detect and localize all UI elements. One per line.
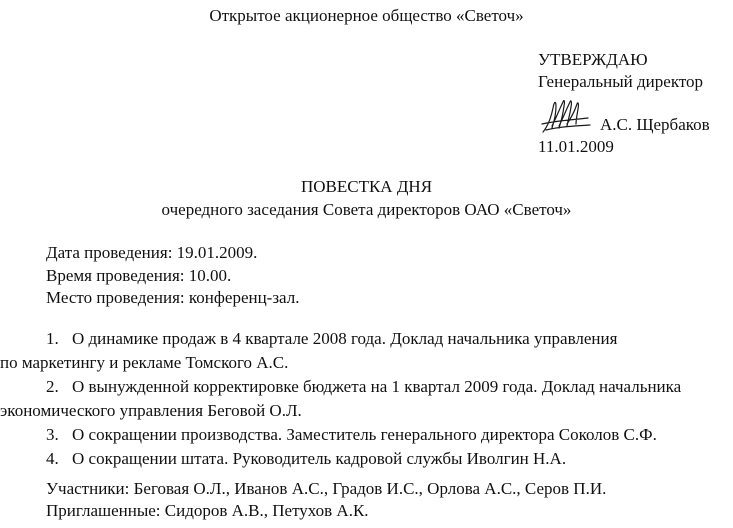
agenda-item-text: О вынужденной корректировке бюджета на 1 квартал 2009 года. Доклад начальника	[72, 377, 682, 396]
agenda-item	[0, 447, 722, 471]
agenda-item-number: 4.	[46, 449, 59, 468]
agenda-item-continuation: экономического управления Беговой О.Л.	[0, 401, 302, 420]
organization-name: Открытое акционерное общество «Светоч»	[209, 6, 524, 25]
agenda-item-text: О сокращении производства. Заместитель генерального директора Соколов С.Ф.	[72, 425, 657, 444]
meeting-date: Дата проведения: 19.01.2009.	[46, 243, 258, 262]
document-subtitle: очередного заседания Совета директоров ОАО «Светоч»	[161, 200, 572, 219]
agenda-item-continuation: по маркетингу и рекламе Томского А.С.	[0, 353, 289, 372]
agenda-item	[0, 375, 722, 399]
approver-name: А.С. Щербаков	[600, 115, 710, 134]
agenda-list	[0, 327, 722, 471]
approver-role: Генеральный директор	[538, 72, 704, 91]
approval-heading: УТВЕРЖДАЮ	[538, 50, 648, 69]
agenda-item	[0, 327, 722, 351]
approval-date: 11.01.2009	[538, 137, 614, 156]
agenda-item-number: 3.	[46, 425, 59, 444]
agenda-item-text: О динамике продаж в 4 квартале 2008 года. Доклад начальника управления	[72, 329, 618, 348]
invited-list: Приглашенные: Сидоров А.В., Петухов А.К.	[46, 501, 369, 520]
participants-list: Участники: Беговая О.Л., Иванов А.С., Градов И.С., Орлова А.С., Серов П.И.	[46, 479, 607, 498]
meeting-time: Время проведения: 10.00.	[46, 266, 232, 285]
meeting-place: Место проведения: конференц-зал.	[46, 288, 300, 307]
document-title: ПОВЕСТКА ДНЯ	[300, 177, 433, 196]
agenda-item-text: О сокращении штата. Руководитель кадровой службы Иволгин Н.А.	[72, 449, 567, 468]
agenda-item-number: 2.	[46, 377, 59, 396]
signature-icon	[540, 96, 592, 136]
agenda-item	[0, 423, 722, 447]
agenda-item-number: 1.	[46, 329, 59, 348]
